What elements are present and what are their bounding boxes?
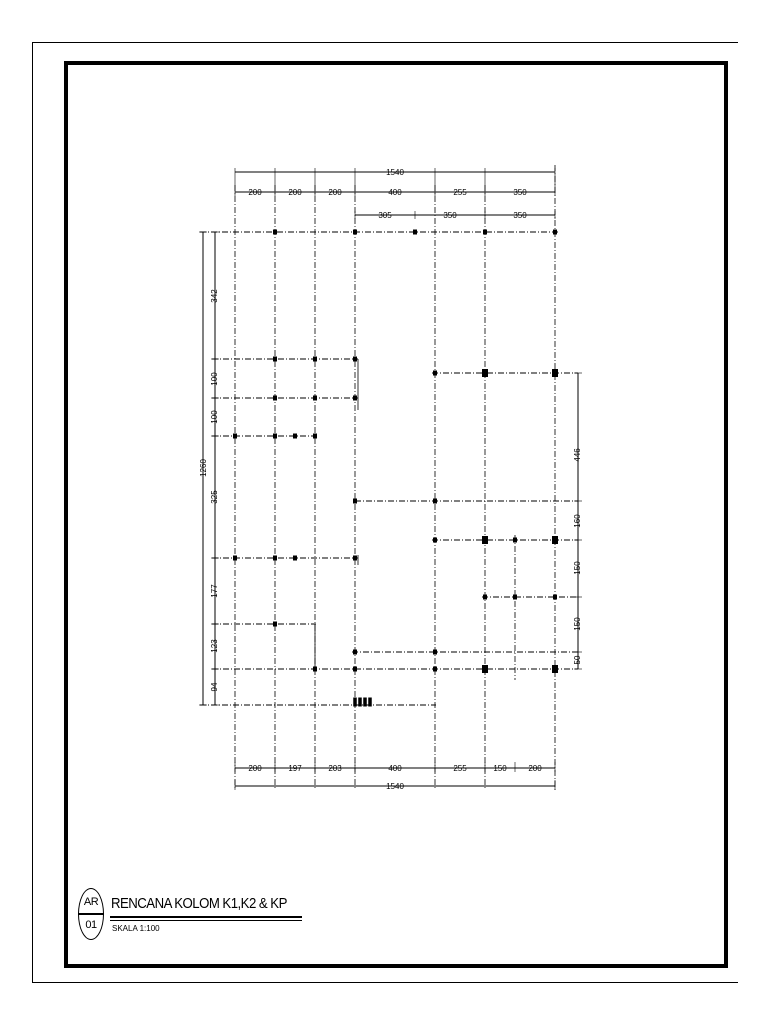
drawing-title: RENCANA KOLOM K1,K2 & KP <box>111 895 287 912</box>
column-marker <box>513 595 517 600</box>
dimension-label: 400 <box>388 764 402 773</box>
column-marker <box>482 369 488 377</box>
title-underline <box>110 916 302 918</box>
dimension-label: 200 <box>528 764 542 773</box>
column-marker <box>552 665 558 673</box>
column-marker <box>353 499 357 504</box>
dimension-label: 50 <box>573 655 582 665</box>
dimension-label: 150 <box>493 764 507 773</box>
column-marker <box>482 536 488 544</box>
column-marker <box>513 538 517 543</box>
column-marker <box>483 595 487 600</box>
column-marker <box>293 556 297 561</box>
column-marker <box>353 230 357 235</box>
column-marker <box>233 434 237 439</box>
dimension-label: 150 <box>573 561 582 575</box>
title-block <box>74 884 314 944</box>
column-marker <box>293 434 297 439</box>
plan-lines <box>199 165 582 790</box>
column-marker <box>553 230 557 235</box>
dimension-label: 1540 <box>386 782 404 791</box>
column-marker <box>313 357 317 362</box>
column-marker <box>353 698 357 707</box>
plan-dimension-labels <box>199 168 582 791</box>
dimension-label: 255 <box>453 188 467 197</box>
column-marker <box>353 357 357 362</box>
dimension-label: 446 <box>573 448 582 462</box>
column-marker <box>273 396 277 401</box>
dimension-label: 123 <box>210 639 219 653</box>
column-marker <box>353 667 357 672</box>
column-marker <box>553 595 557 600</box>
dimension-label: 1540 <box>386 168 404 177</box>
column-marker <box>273 434 277 439</box>
column-marker <box>313 434 317 439</box>
dimension-label: 200 <box>248 764 262 773</box>
dimension-label: 94 <box>210 682 219 692</box>
dimension-label: 1260 <box>199 459 208 477</box>
sheet-code-top: AR <box>83 896 99 908</box>
plan-columns <box>233 230 558 707</box>
column-marker <box>368 698 372 707</box>
column-marker <box>433 371 437 376</box>
dimension-label: 325 <box>210 490 219 504</box>
column-marker <box>273 230 277 235</box>
column-marker <box>413 230 417 235</box>
dimension-label: 305 <box>378 211 392 220</box>
column-marker <box>552 536 558 544</box>
dimension-label: 100 <box>210 410 219 424</box>
column-marker <box>433 650 437 655</box>
dimension-label: 200 <box>248 188 262 197</box>
sheet-code-bottom: 01 <box>85 919 97 931</box>
dimension-label: 177 <box>210 584 219 598</box>
column-marker <box>358 698 362 707</box>
column-marker <box>353 650 357 655</box>
column-marker <box>313 667 317 672</box>
column-marker <box>433 538 437 543</box>
column-marker <box>482 665 488 673</box>
title-underline-thin <box>110 920 302 921</box>
column-marker <box>552 369 558 377</box>
dimension-label: 350 <box>443 211 457 220</box>
column-marker <box>433 667 437 672</box>
drawing-scale: SKALA 1:100 <box>112 924 160 933</box>
column-marker <box>353 556 357 561</box>
dimension-label: 200 <box>288 188 302 197</box>
dimension-label: 197 <box>288 764 302 773</box>
column-marker <box>363 698 367 707</box>
column-marker <box>273 357 277 362</box>
column-marker <box>483 230 487 235</box>
column-marker <box>273 622 277 627</box>
sheet-code-divider <box>78 913 104 915</box>
dimension-label: 350 <box>513 188 527 197</box>
column-marker <box>313 396 317 401</box>
dimension-label: 203 <box>328 764 342 773</box>
column-marker <box>233 556 237 561</box>
dimension-label: 400 <box>388 188 402 197</box>
dimension-label: 342 <box>210 289 219 303</box>
dimension-label: 100 <box>210 372 219 386</box>
column-marker <box>273 556 277 561</box>
dimension-label: 160 <box>573 514 582 528</box>
dimension-label: 200 <box>328 188 342 197</box>
dimension-label: 255 <box>453 764 467 773</box>
dimension-label: 150 <box>573 617 582 631</box>
column-marker <box>353 396 357 401</box>
dimension-label: 350 <box>513 211 527 220</box>
column-marker <box>433 499 437 504</box>
